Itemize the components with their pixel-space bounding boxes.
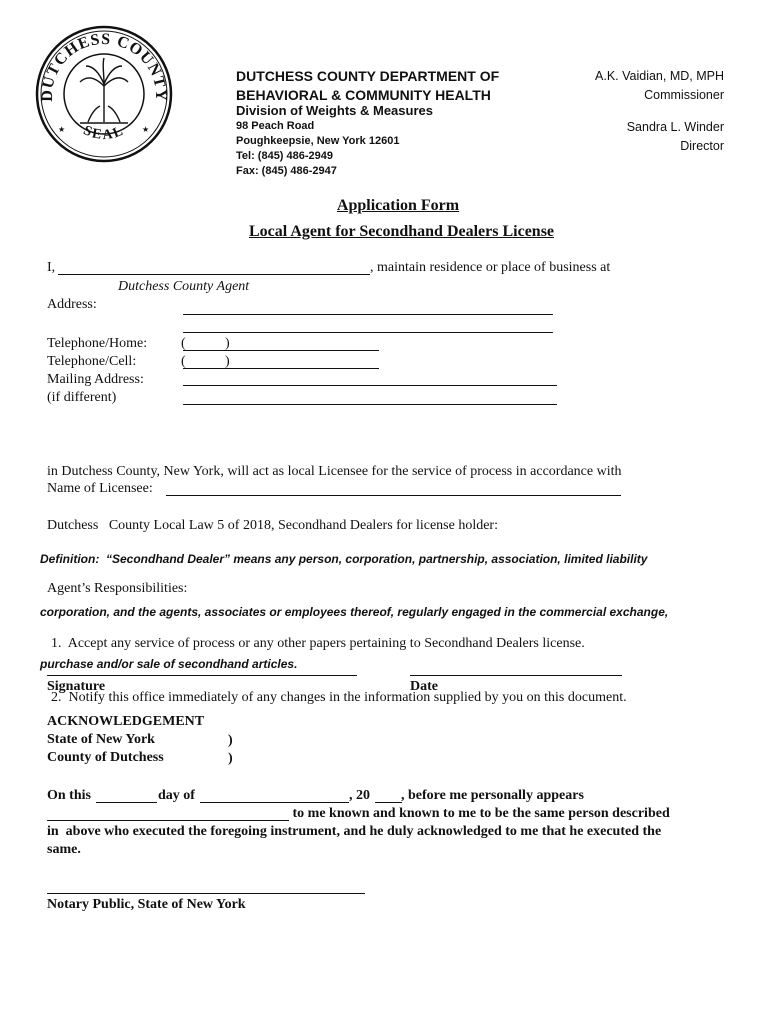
year-field[interactable] [375, 802, 402, 803]
mailing-address-field-2[interactable] [183, 404, 557, 405]
tel-cell-paren-open: ( [181, 354, 186, 369]
address-label: Address: [47, 297, 97, 312]
notary-label: Notary Public, State of New York [47, 897, 246, 912]
date-label: Date [410, 679, 438, 694]
state-label: State of New York [47, 732, 155, 747]
seal-bottom-text: SEAL [80, 123, 128, 144]
if-different-label: (if different) [47, 390, 117, 405]
commissioner-name: A.K. Vaidian, MD, MPH [595, 69, 724, 83]
responsibilities-heading: Agent’s Responsibilities: [47, 581, 188, 596]
telephone-home-label: Telephone/Home: [47, 336, 148, 351]
phone-number: Tel: (845) 486-2949 [236, 150, 334, 162]
definition-line3: purchase and/or sale of secondhand articles. [40, 657, 298, 671]
svg-text:★: ★ [142, 125, 150, 134]
form-title: Application Form [336, 197, 460, 214]
date-field[interactable] [410, 675, 622, 676]
department-name-line1: DUTCHESS COUNTY DEPARTMENT OF [236, 68, 500, 84]
mailing-address-field-1[interactable] [183, 385, 557, 386]
known-text: to me known and known to me to be the same person described [289, 806, 670, 821]
address-line2: Poughkeepsie, New York 12601 [236, 135, 400, 147]
county-label: County of Dutchess [47, 750, 164, 765]
statement-line2: Dutchess County Local Law 5 of 2018, Secondhand Dealers for license holder: [47, 518, 498, 533]
telephone-cell-field[interactable] [183, 368, 379, 369]
address-line1: 98 Peach Road [236, 120, 315, 132]
person-name-field[interactable] [47, 820, 289, 821]
commissioner-title: Commissioner [644, 88, 724, 102]
responsibility-item: 2. Notify this office immediately of any changes in the information supplied by you on this document. [51, 690, 627, 705]
svg-text:SEAL [81, 123, 127, 143]
i-label: I, [47, 260, 56, 275]
acknowledgement-line4: same. [47, 842, 81, 857]
day-of-text: day of [158, 788, 195, 803]
county-paren: ) [228, 751, 233, 766]
tel-home-paren-close: ) [225, 336, 230, 351]
telephone-home-field[interactable] [183, 350, 379, 351]
responsibility-item: 1. Accept any service of process or any other papers pertaining to Secondhand Dealers license. [51, 636, 585, 651]
licensee-label: Name of Licensee: [47, 481, 153, 496]
svg-text:★: ★ [58, 125, 66, 134]
seal-top-text: DUTCHESS COUNTY [38, 30, 170, 102]
tel-home-paren-open: ( [181, 336, 186, 351]
day-field[interactable] [96, 802, 157, 803]
county-seal [34, 24, 174, 164]
state-paren: ) [228, 733, 233, 748]
telephone-cell-label: Telephone/Cell: [47, 354, 137, 369]
licensee-name-field[interactable] [166, 495, 621, 496]
on-this-text: On this [47, 788, 91, 803]
acknowledgement-heading: ACKNOWLEDGEMENT [47, 714, 205, 729]
definition-line2: corporation, and the agents, associates or employees thereof, regularly engaged in the commercial exchange, [40, 604, 669, 619]
signature-field[interactable] [47, 675, 357, 676]
month-field[interactable] [200, 802, 349, 803]
statement-line1: in Dutchess County, New York, will act as local Licensee for the service of process in accordance with [47, 464, 622, 479]
address-field-2[interactable] [183, 332, 553, 333]
definition-line1: Definition: “Secondhand Dealer” means any person, corporation, partnership, association, limited liability [40, 552, 648, 566]
form-subtitle: Local Agent for Secondhand Dealers License [248, 223, 555, 240]
signature-label: Signature [47, 679, 106, 694]
fax-number: Fax: (845) 486-2947 [236, 165, 337, 177]
agent-caption: Dutchess County Agent [118, 279, 250, 294]
notary-signature-field[interactable] [47, 893, 365, 894]
director-title: Director [680, 139, 724, 153]
acknowledgement-line3: in above who executed the foregoing instrument, and he duly acknowledged to me that he executed the [47, 824, 662, 839]
mailing-address-label: Mailing Address: [47, 372, 144, 387]
address-field-1[interactable] [183, 314, 553, 315]
director-name: Sandra L. Winder [626, 120, 724, 134]
seal-icon [34, 24, 174, 164]
tel-cell-paren-close: ) [225, 354, 230, 369]
residence-text: , maintain residence or place of business at [370, 260, 611, 275]
division-name: Division of Weights & Measures [236, 103, 433, 118]
agent-name-field[interactable] [58, 274, 370, 275]
department-name-line2: BEHAVIORAL & COMMUNITY HEALTH [236, 87, 491, 103]
year-prefix-text: , 20 [349, 788, 370, 803]
before-me-text: , before me personally appears [401, 788, 584, 803]
